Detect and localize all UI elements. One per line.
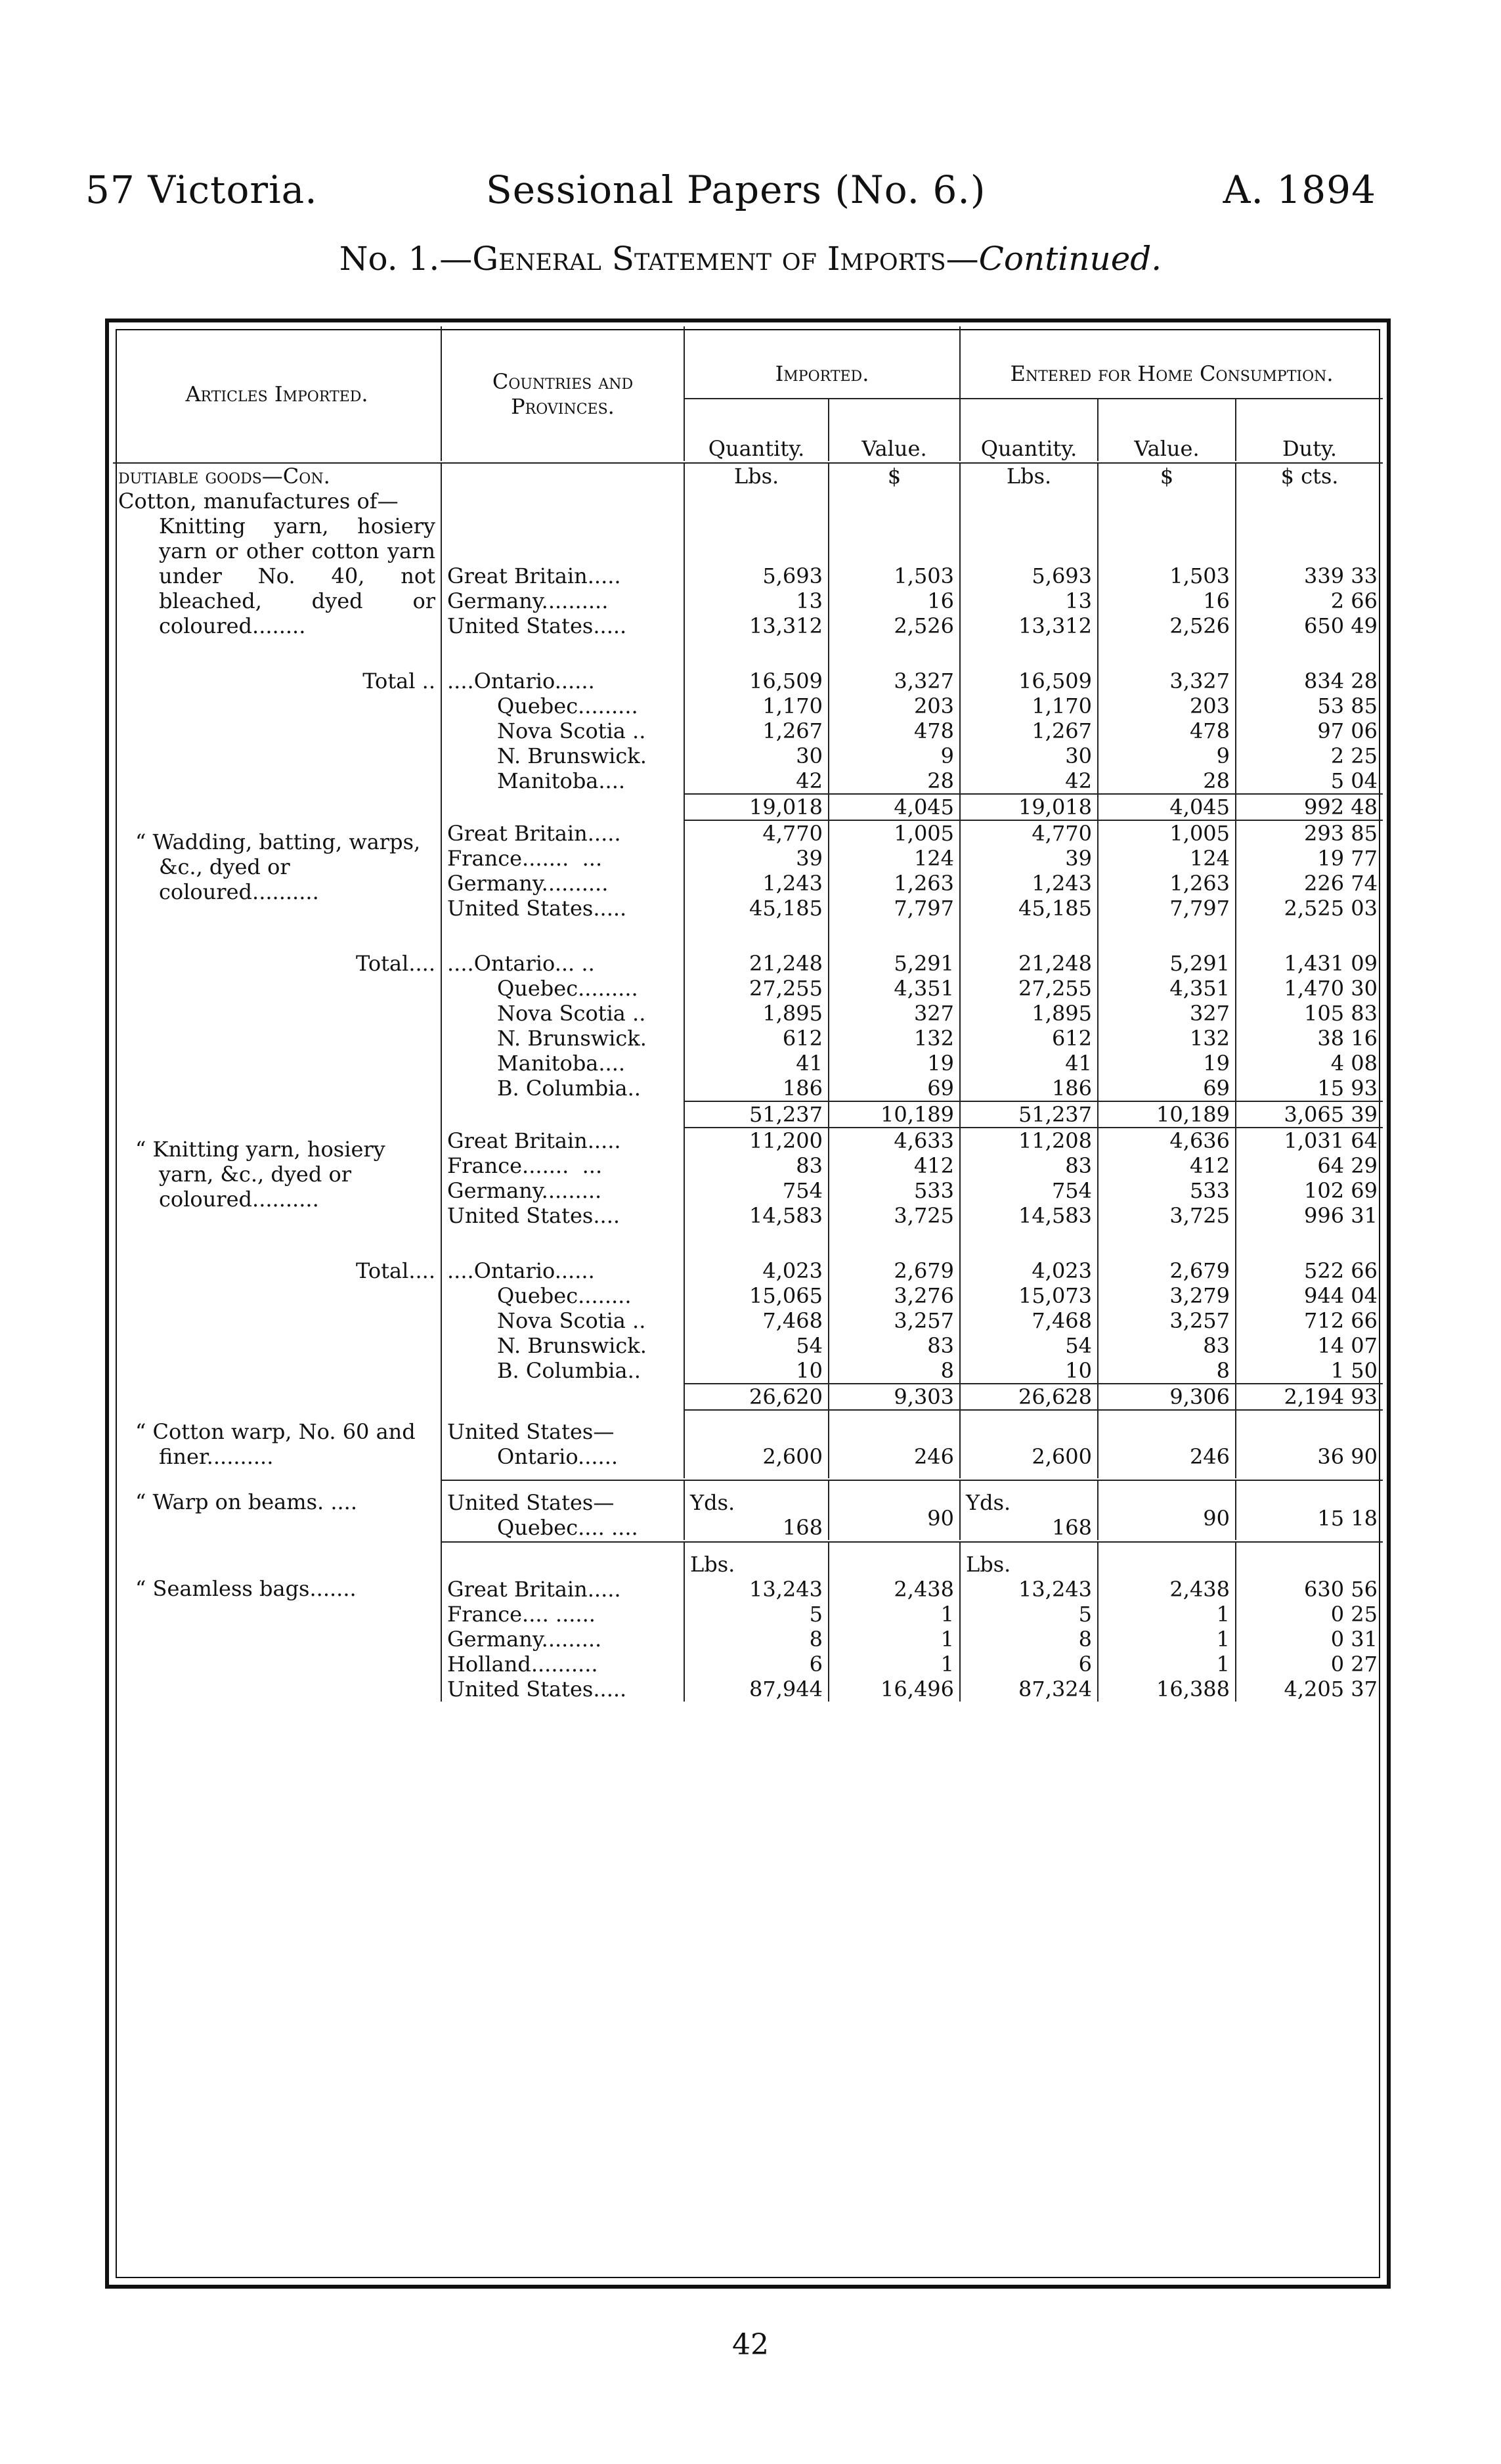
total-duty: 3,065 39 — [1236, 1101, 1383, 1128]
import-value: 90 — [829, 1480, 960, 1540]
duty: 1,470 30 — [1284, 976, 1378, 1001]
statement-title — [0, 240, 1501, 278]
total-import-quantity: 51,237 — [684, 1101, 829, 1128]
col-countries: Countries and Provinces. — [441, 326, 684, 461]
province: N. Brunswick. — [497, 1026, 647, 1051]
entered-quantity: 21,248 — [1018, 951, 1093, 976]
entered-value: 327 — [1189, 1001, 1230, 1026]
entered-quantity: 1,895 — [1032, 1001, 1093, 1026]
import-quantity: 6 — [809, 1652, 823, 1677]
entered-value: 4,636 — [1169, 1128, 1230, 1153]
total-entered-value: 4,045 — [1098, 794, 1236, 820]
province: Ontario...... — [497, 1444, 619, 1469]
entered-value: 19 — [1203, 1051, 1230, 1076]
entered-quantity: 4,770 — [1032, 821, 1093, 846]
import-value: 7,797 — [894, 896, 955, 921]
country: France.... ...... — [447, 1602, 596, 1627]
unit-yds: Yds. — [966, 1490, 1011, 1515]
entered-value: 7,797 — [1169, 896, 1230, 921]
duty: 2 66 — [1330, 588, 1378, 613]
entered-quantity: 14,583 — [1018, 1203, 1093, 1228]
import-quantity: 1,267 — [762, 718, 823, 743]
import-quantity: 168 — [782, 1515, 823, 1540]
import-value: 1 — [940, 1602, 955, 1627]
entered-quantity: 8 — [1078, 1627, 1093, 1652]
country: Holland.......... — [447, 1652, 598, 1677]
total-label: Total.... — [356, 951, 435, 976]
import-quantity: 13,312 — [749, 613, 823, 638]
entered-quantity: 16,509 — [1018, 669, 1093, 693]
entered-quantity: 1,170 — [1032, 693, 1093, 718]
country: Germany......... — [447, 1627, 602, 1652]
country: United States.... — [447, 1203, 620, 1228]
province: Quebec........ — [497, 1283, 632, 1308]
page-number: 42 — [732, 2328, 769, 2362]
entered-value: 8 — [1216, 1358, 1230, 1383]
entered-value: 533 — [1189, 1178, 1230, 1203]
country: Germany.......... — [447, 871, 609, 896]
total-entered-quantity: 26,628 — [960, 1384, 1098, 1410]
entered-quantity: 13 — [1065, 588, 1093, 613]
total-import-value: 4,045 — [829, 794, 960, 820]
province: B. Columbia.. — [497, 1358, 641, 1383]
import-value: 1 — [940, 1627, 955, 1652]
total-duty: 2,194 93 — [1236, 1384, 1383, 1410]
import-quantity: 5,693 — [762, 563, 823, 588]
import-quantity: 4,770 — [762, 821, 823, 846]
province: Manitoba.... — [497, 768, 626, 793]
import-value: 533 — [913, 1178, 955, 1203]
province: ....Ontario...... — [447, 1258, 595, 1283]
import-value: 124 — [913, 846, 955, 871]
province: Nova Scotia .. — [497, 718, 646, 743]
entered-quantity: 4,023 — [1032, 1258, 1093, 1283]
duty: 1,031 64 — [1284, 1128, 1378, 1153]
unit-lbs: Lbs. — [960, 463, 1098, 489]
entered-value: 9 — [1216, 743, 1230, 768]
unit-lbs: Lbs. — [966, 1552, 1011, 1577]
entered-value: 4,351 — [1169, 976, 1230, 1001]
total-entered-value: 10,189 — [1098, 1101, 1236, 1128]
import-value: 327 — [913, 1001, 955, 1026]
country: United States..... — [447, 1677, 627, 1702]
country: United States..... — [447, 613, 627, 638]
entered-value: 124 — [1189, 846, 1230, 871]
duty: 522 66 — [1304, 1258, 1378, 1283]
country: Great Britain..... — [447, 1128, 621, 1153]
col-import-value: Value. — [829, 399, 960, 461]
duty: 0 27 — [1330, 1652, 1378, 1677]
header-session: 57 Victoria. — [85, 167, 318, 212]
import-value: 3,327 — [894, 669, 955, 693]
import-value: 3,276 — [894, 1283, 955, 1308]
import-quantity: 27,255 — [749, 976, 823, 1001]
entered-value: 83 — [1203, 1333, 1230, 1358]
duty: 1,431 09 — [1284, 951, 1378, 976]
duty: 944 04 — [1304, 1283, 1378, 1308]
total-import-value: 9,303 — [829, 1384, 960, 1410]
entered-value: 1 — [1216, 1652, 1230, 1677]
duty: 4 08 — [1330, 1051, 1378, 1076]
entered-value: 69 — [1203, 1076, 1230, 1101]
province: Quebec.... .... — [497, 1515, 638, 1540]
import-value: 203 — [913, 693, 955, 718]
unit-dollar-cents: $ cts. — [1236, 463, 1383, 489]
import-value: 28 — [927, 768, 955, 793]
entered-value: 246 — [1098, 1410, 1236, 1478]
import-value: 3,725 — [894, 1203, 955, 1228]
import-quantity: 13,243 — [749, 1577, 823, 1602]
entered-quantity: 1,243 — [1032, 871, 1093, 896]
country: Great Britain..... — [447, 563, 621, 588]
entered-quantity: 754 — [1051, 1178, 1093, 1203]
entered-value: 28 — [1203, 768, 1230, 793]
col-entered-value: Value. — [1098, 399, 1236, 461]
entered-quantity: 83 — [1065, 1153, 1093, 1178]
entered-quantity: 186 — [1051, 1076, 1093, 1101]
entered-quantity: 15,073 — [1018, 1283, 1093, 1308]
entered-value: 3,257 — [1169, 1308, 1230, 1333]
duty: 650 49 — [1304, 613, 1378, 638]
import-quantity: 2,600 — [684, 1410, 829, 1478]
import-quantity: 612 — [782, 1026, 823, 1051]
entered-value: 16,388 — [1156, 1677, 1230, 1702]
import-quantity: 8 — [809, 1627, 823, 1652]
duty: 102 69 — [1304, 1178, 1378, 1203]
import-quantity: 5 — [809, 1602, 823, 1627]
entered-quantity: 39 — [1065, 846, 1093, 871]
import-quantity: 30 — [796, 743, 823, 768]
entered-value: 2,679 — [1169, 1258, 1230, 1283]
province: Manitoba.... — [497, 1051, 626, 1076]
entered-value: 3,327 — [1169, 669, 1230, 693]
import-quantity: 87,944 — [749, 1677, 823, 1702]
import-quantity: 54 — [796, 1333, 823, 1358]
duty: 2 25 — [1330, 743, 1378, 768]
unit-lbs: Lbs. — [690, 1552, 735, 1577]
statement-number: No. 1.— — [339, 240, 473, 278]
entered-value: 1 — [1216, 1602, 1230, 1627]
import-value: 16 — [927, 588, 955, 613]
entered-value: 5,291 — [1169, 951, 1230, 976]
country: France....... ... — [447, 846, 603, 871]
duty: 36 90 — [1236, 1410, 1383, 1478]
import-value: 478 — [913, 718, 955, 743]
duty: 15 18 — [1236, 1480, 1383, 1540]
duty: 226 74 — [1304, 871, 1378, 896]
country: France....... ... — [447, 1153, 603, 1178]
import-quantity: 14,583 — [749, 1203, 823, 1228]
duty: 630 56 — [1304, 1577, 1378, 1602]
import-value: 8 — [940, 1358, 955, 1383]
duty: 19 77 — [1317, 846, 1378, 871]
entered-value: 412 — [1189, 1153, 1230, 1178]
province: ....Ontario...... — [447, 669, 595, 693]
duty: 97 06 — [1317, 718, 1378, 743]
entered-value: 16 — [1203, 588, 1230, 613]
import-quantity: 13 — [796, 588, 823, 613]
province: N. Brunswick. — [497, 743, 647, 768]
entered-value: 90 — [1098, 1480, 1236, 1540]
entered-quantity: 612 — [1051, 1026, 1093, 1051]
import-quantity: 11,200 — [749, 1128, 823, 1153]
duty: 293 85 — [1304, 821, 1378, 846]
entered-quantity: 54 — [1065, 1333, 1093, 1358]
article-knitting-yarn-undyed: Knitting yarn, hosiery yarn or other cotton yarn under No. 40, not bleached, dyed or coloured........ — [159, 514, 435, 638]
import-value: 16,496 — [881, 1677, 955, 1702]
import-value: 69 — [927, 1076, 955, 1101]
entered-quantity: 42 — [1065, 768, 1093, 793]
country: United States— — [447, 1490, 615, 1515]
entered-quantity: 168 — [1051, 1515, 1093, 1540]
import-value: 2,679 — [894, 1258, 955, 1283]
country: Great Britain..... — [447, 1577, 621, 1602]
entered-quantity: 1,267 — [1032, 718, 1093, 743]
entered-value: 2,526 — [1169, 613, 1230, 638]
province: Nova Scotia .. — [497, 1308, 646, 1333]
import-quantity: 21,248 — [749, 951, 823, 976]
import-quantity: 15,065 — [749, 1283, 823, 1308]
entered-value: 1,263 — [1169, 871, 1230, 896]
duty: 0 25 — [1330, 1602, 1378, 1627]
province: N. Brunswick. — [497, 1333, 647, 1358]
import-quantity: 7,468 — [762, 1308, 823, 1333]
import-value: 412 — [913, 1153, 955, 1178]
total-label: Total.... — [356, 1258, 435, 1283]
article-seamless-bags: “ Seamless bags....... — [135, 1576, 357, 1601]
article-knitting-yarn-dyed: “ Knitting yarn, hosiery yarn, &c., dyed or coloured.......... — [135, 1137, 385, 1212]
duty: 712 66 — [1304, 1308, 1378, 1333]
entered-quantity: 11,208 — [1018, 1128, 1093, 1153]
unit-dollar: $ — [829, 463, 960, 489]
total-duty: 992 48 — [1236, 794, 1383, 820]
imports-table — [113, 326, 1383, 1702]
entered-quantity: 45,185 — [1018, 896, 1093, 921]
import-quantity: 4,023 — [762, 1258, 823, 1283]
province: ....Ontario... .. — [447, 951, 595, 976]
import-value: 246 — [829, 1410, 960, 1478]
entered-quantity: 30 — [1065, 743, 1093, 768]
total-import-quantity: 19,018 — [684, 794, 829, 820]
entered-quantity: 27,255 — [1018, 976, 1093, 1001]
duty: 339 33 — [1304, 563, 1378, 588]
entered-quantity: 13,243 — [1018, 1577, 1093, 1602]
entered-quantity: 87,324 — [1018, 1677, 1093, 1702]
import-value: 2,526 — [894, 613, 955, 638]
import-value: 3,257 — [894, 1308, 955, 1333]
total-import-value: 10,189 — [829, 1101, 960, 1128]
country: Great Britain..... — [447, 821, 621, 846]
import-quantity: 1,895 — [762, 1001, 823, 1026]
import-value: 9 — [940, 743, 955, 768]
duty: 996 31 — [1304, 1203, 1378, 1228]
entered-value: 1,503 — [1169, 563, 1230, 588]
province: Quebec......... — [497, 976, 638, 1001]
entered-value: 1 — [1216, 1627, 1230, 1652]
import-quantity: 1,170 — [762, 693, 823, 718]
import-value: 5,291 — [894, 951, 955, 976]
country: United States— — [447, 1419, 615, 1444]
entered-quantity: 6 — [1078, 1652, 1093, 1677]
total-entered-value: 9,306 — [1098, 1384, 1236, 1410]
col-import-quantity: Quantity. — [684, 399, 829, 461]
duty: 64 29 — [1317, 1153, 1378, 1178]
header-title: Sessional Papers (No. 6.) — [486, 167, 986, 212]
entered-value: 1,005 — [1169, 821, 1230, 846]
entered-quantity: 10 — [1065, 1358, 1093, 1383]
import-quantity: 42 — [796, 768, 823, 793]
unit-dollar: $ — [1098, 463, 1236, 489]
import-value: 2,438 — [894, 1577, 955, 1602]
unit-yds: Yds. — [690, 1490, 735, 1515]
duty: 14 07 — [1317, 1333, 1378, 1358]
import-value: 1 — [940, 1652, 955, 1677]
col-entered: Entered for Home Consumption. — [960, 326, 1383, 399]
import-quantity: 45,185 — [749, 896, 823, 921]
import-quantity: 10 — [796, 1358, 823, 1383]
import-quantity: 186 — [782, 1076, 823, 1101]
total-entered-quantity: 51,237 — [960, 1101, 1098, 1128]
duty: 0 31 — [1330, 1627, 1378, 1652]
duty: 15 93 — [1317, 1076, 1378, 1101]
entered-value: 478 — [1189, 718, 1230, 743]
import-quantity: 754 — [782, 1178, 823, 1203]
total-label: Total .. — [362, 669, 435, 693]
import-quantity: 39 — [796, 846, 823, 871]
country: Germany......... — [447, 1178, 602, 1203]
import-quantity: 16,509 — [749, 669, 823, 693]
entered-quantity: 5 — [1078, 1602, 1093, 1627]
import-quantity: 1,243 — [762, 871, 823, 896]
col-entered-quantity: Quantity. — [960, 399, 1098, 461]
article-cotton-header: Cotton, manufactures of— — [118, 489, 399, 514]
duty: 53 85 — [1317, 693, 1378, 718]
country: Germany.......... — [447, 588, 609, 613]
country: United States..... — [447, 896, 627, 921]
entered-quantity: 7,468 — [1032, 1308, 1093, 1333]
duty: 105 83 — [1304, 1001, 1378, 1026]
province: B. Columbia.. — [497, 1076, 641, 1101]
province: Nova Scotia .. — [497, 1001, 646, 1026]
import-quantity: 83 — [796, 1153, 823, 1178]
import-value: 83 — [927, 1333, 955, 1358]
col-articles: Articles Imported. — [185, 381, 368, 407]
entered-value: 2,438 — [1169, 1577, 1230, 1602]
import-value: 1,263 — [894, 871, 955, 896]
import-value: 1,005 — [894, 821, 955, 846]
entered-quantity: 41 — [1065, 1051, 1093, 1076]
duty: 4,205 37 — [1284, 1677, 1378, 1702]
statement-heading: General Statement of Imports— — [472, 240, 979, 278]
duty: 1 50 — [1330, 1358, 1378, 1383]
entered-value: 3,725 — [1169, 1203, 1230, 1228]
entered-value: 132 — [1189, 1026, 1230, 1051]
import-value: 4,351 — [894, 976, 955, 1001]
entered-quantity: 5,693 — [1032, 563, 1093, 588]
import-value: 132 — [913, 1026, 955, 1051]
section-label: dutiable goods—Con. — [118, 464, 330, 489]
import-value: 1,503 — [894, 563, 955, 588]
entered-quantity: 2,600 — [960, 1410, 1098, 1478]
total-import-quantity: 26,620 — [684, 1384, 829, 1410]
unit-lbs: Lbs. — [684, 463, 829, 489]
province: Quebec......... — [497, 693, 638, 718]
article-cotton-warp: “ Cotton warp, No. 60 and finer.......... — [135, 1419, 416, 1469]
article-warp-on-beams: “ Warp on beams. .... — [135, 1489, 358, 1514]
import-value: 4,633 — [894, 1128, 955, 1153]
import-value: 19 — [927, 1051, 955, 1076]
col-duty: Duty. — [1236, 399, 1383, 461]
article-wadding-batting: “ Wadding, batting, warps, &c., dyed or coloured.......... — [135, 829, 421, 904]
entered-value: 203 — [1189, 693, 1230, 718]
col-imported: Imported. — [684, 326, 960, 399]
statement-continued: Continued. — [978, 240, 1162, 278]
header-year: A. 1894 — [1223, 167, 1376, 212]
entered-quantity: 13,312 — [1018, 613, 1093, 638]
duty: 834 28 — [1304, 669, 1378, 693]
import-quantity: 41 — [796, 1051, 823, 1076]
total-entered-quantity: 19,018 — [960, 794, 1098, 820]
duty: 2,525 03 — [1284, 896, 1378, 921]
duty: 5 04 — [1330, 768, 1378, 793]
duty: 38 16 — [1317, 1026, 1378, 1051]
entered-value: 3,279 — [1169, 1283, 1230, 1308]
